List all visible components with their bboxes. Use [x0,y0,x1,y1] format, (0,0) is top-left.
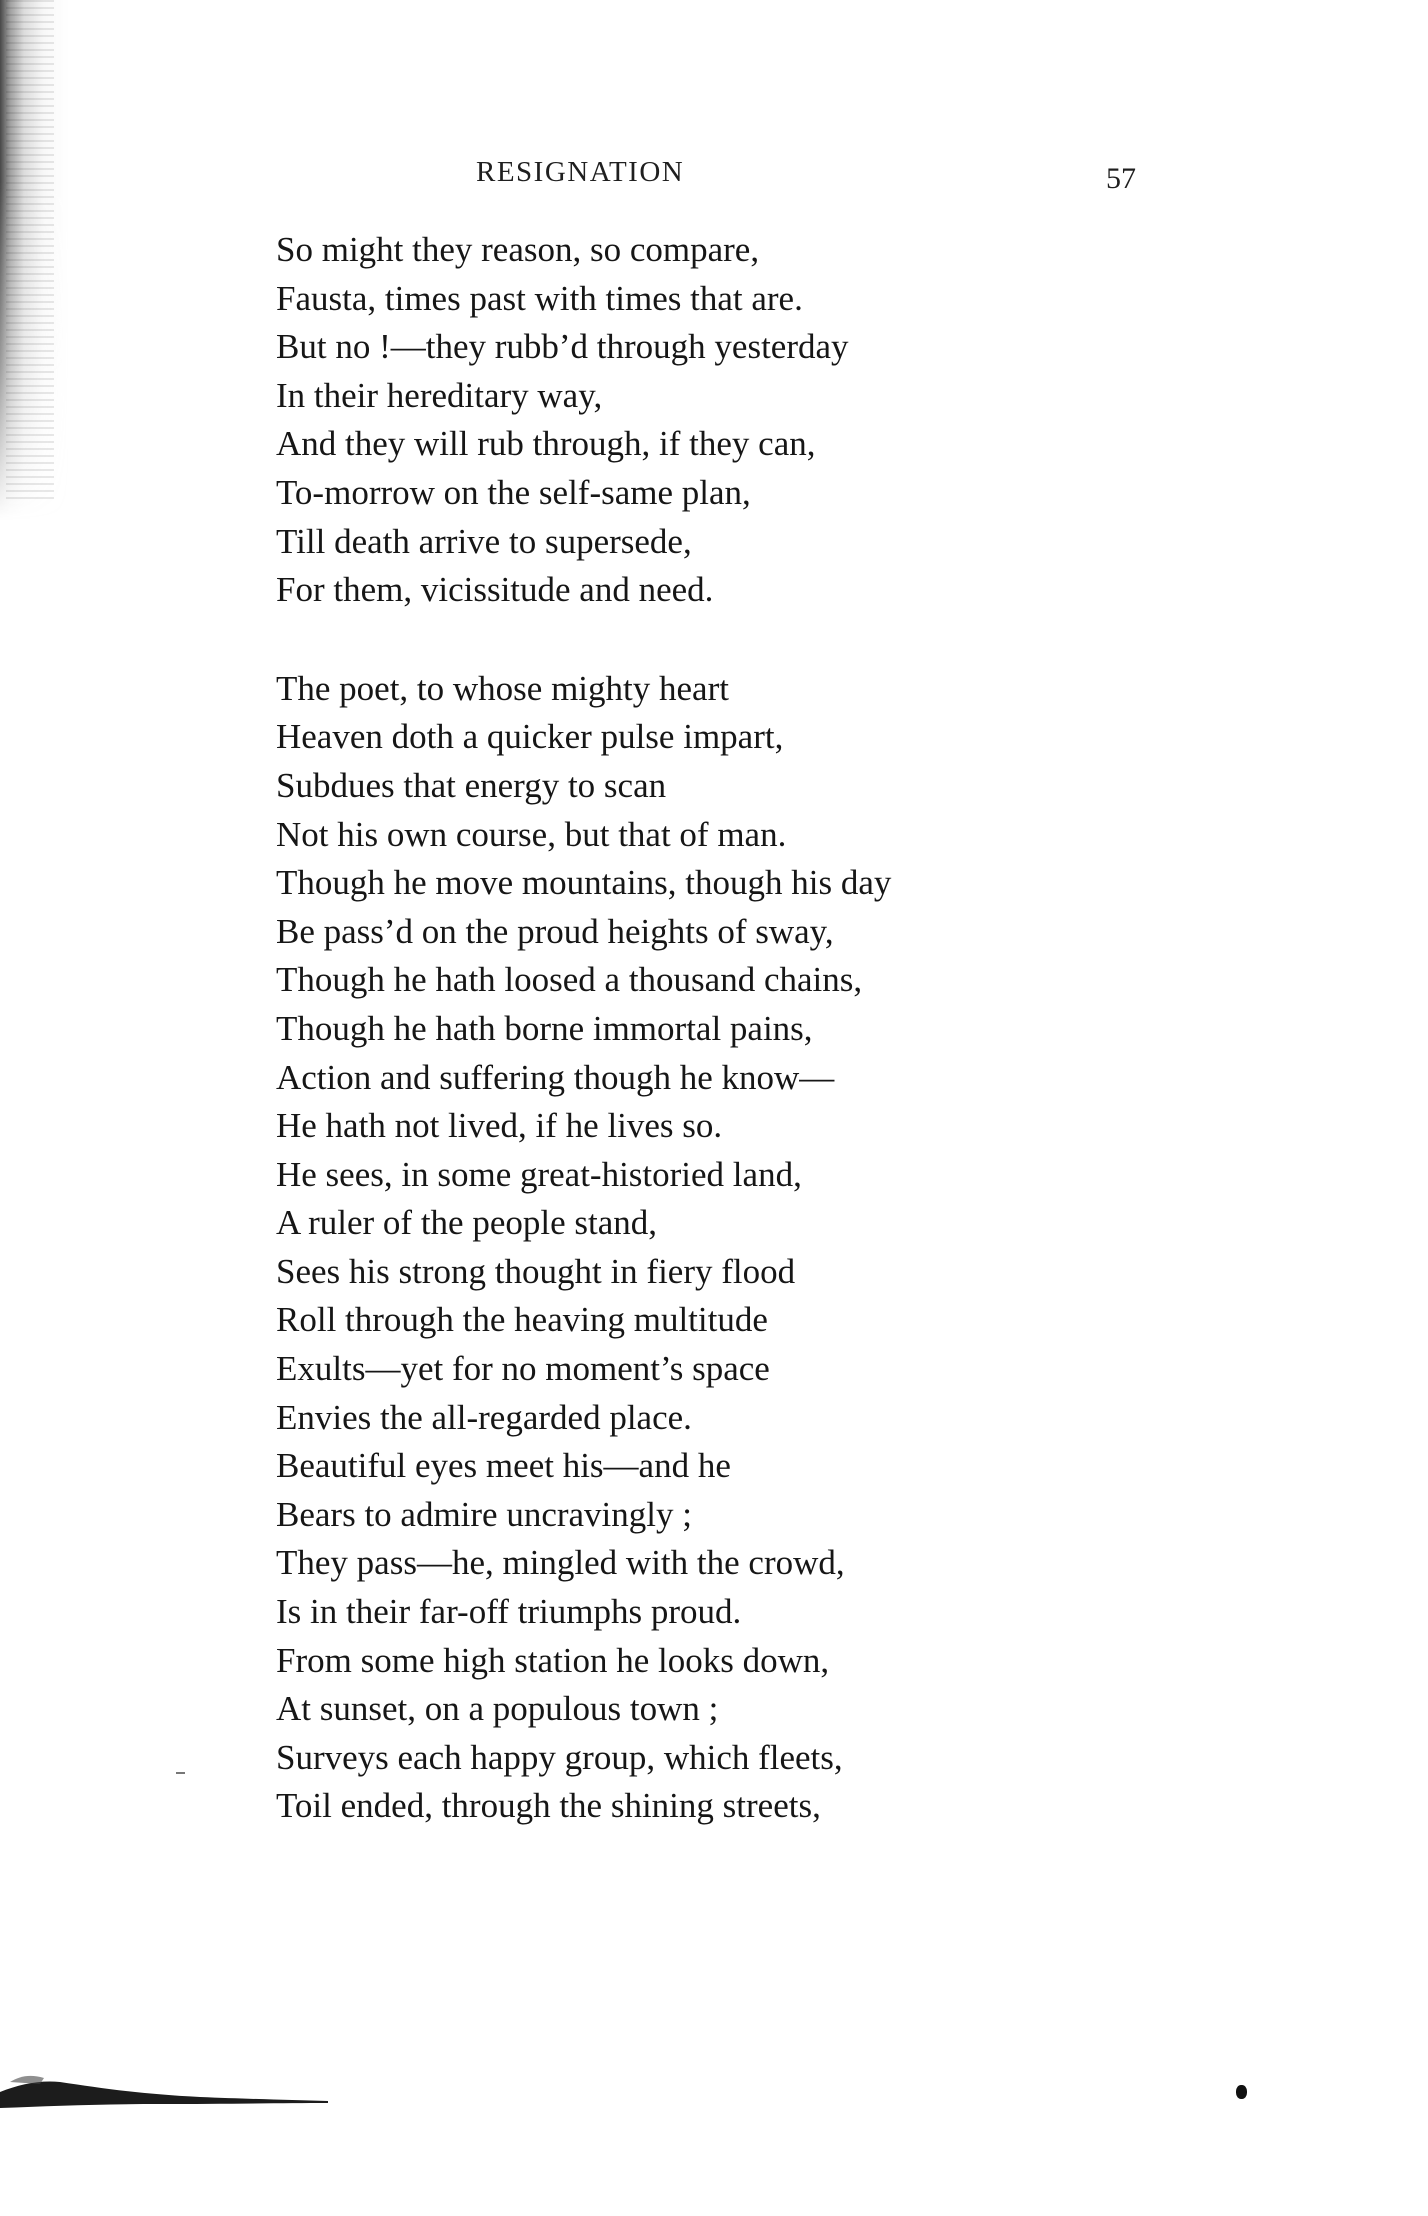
poem-line: And they will rub through, if they can, [276,424,816,464]
poem-body [276,226,1276,1831]
running-title: RESIGNATION [476,156,685,188]
poem-line: At sunset, on a populous town ; [276,1689,719,1729]
poem-line: He hath not lived, if he lives so. [276,1106,723,1146]
poem-line: He sees, in some great-historied land, [276,1154,802,1194]
poem-line: Heaven doth a quicker pulse impart, [276,717,784,757]
poem-line: Not his own course, but that of man. [276,814,787,854]
stanza [276,226,1276,615]
poem-line: But no !—they rubb’d through yesterday [276,327,849,367]
poem-line: Is in their far-off triumphs proud. [276,1592,742,1632]
poem-line: Exults—yet for no moment’s space [276,1349,770,1389]
poem-line: Roll through the heaving multitude [276,1300,768,1340]
poem-line: To-morrow on the self-same plan, [276,472,751,512]
poem-line: They pass—he, mingled with the crowd, [276,1543,845,1583]
poem-line: Action and suffering though he know— [276,1057,835,1097]
poem-line: For them, vicissitude and need. [276,570,714,610]
margin-mark [176,1772,185,1774]
poem-line: Surveys each happy group, which fleets, [276,1737,843,1777]
poem-line: Beautiful eyes meet his—and he [276,1446,731,1486]
poem-line: Though he move mountains, though his day [276,863,892,903]
poem-line: Toil ended, through the shining streets, [276,1786,821,1826]
poem-line: Subdues that energy to scan [276,765,667,805]
poem-line: Sees his strong thought in fiery flood [276,1251,796,1291]
poem-line: In their hereditary way, [276,375,603,415]
poem-line: Be pass’d on the proud heights of sway, [276,911,834,951]
binding-speckle [6,0,54,500]
scan-smudge [0,2070,330,2110]
poem-line: Till death arrive to supersede, [276,521,692,561]
poem-line: From some high station he looks down, [276,1640,830,1680]
poem-line: Fausta, times past with times that are. [276,278,803,318]
poem-line: Bears to admire uncravingly ; [276,1494,692,1534]
poem-line: The poet, to whose mighty heart [276,668,729,708]
poem-line: Envies the all-regarded place. [276,1397,692,1437]
page-number: 57 [1106,162,1136,195]
running-head [0,150,1428,200]
poem-line: Though he hath borne immortal pains, [276,1008,813,1048]
poem-line: Though he hath loosed a thousand chains, [276,960,863,1000]
ink-dot [1236,2085,1247,2099]
poem-line: So might they reason, so compare, [276,230,760,269]
stanza [276,665,1276,1831]
poem-line: A ruler of the people stand, [276,1203,658,1243]
